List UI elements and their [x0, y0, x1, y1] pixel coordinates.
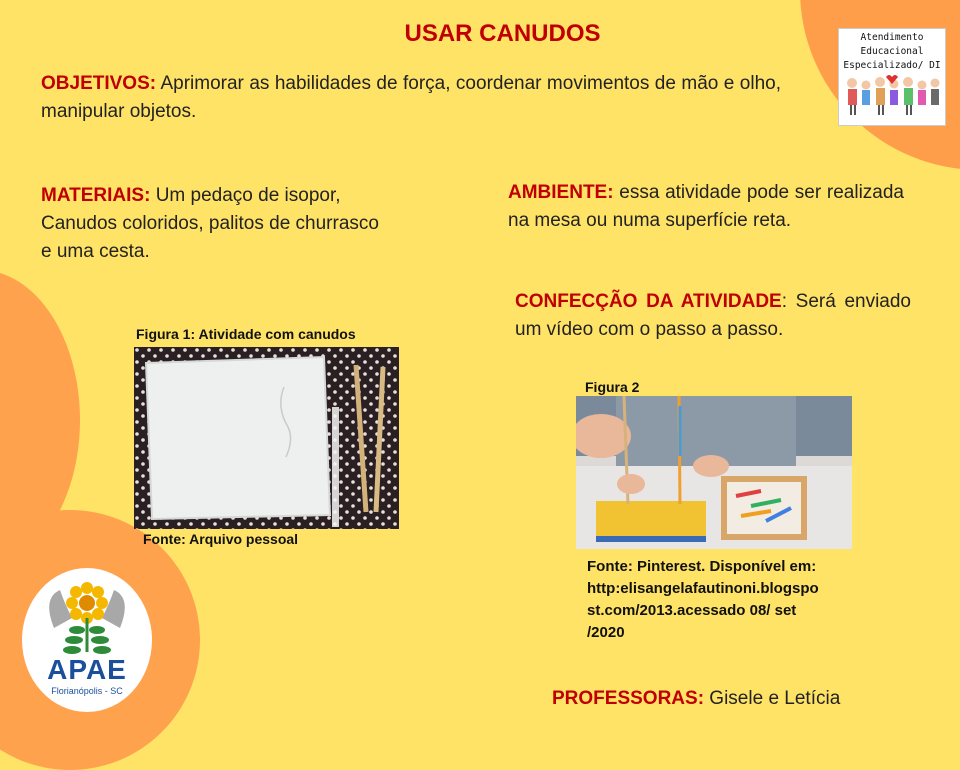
badge-line-2: Educacional [860, 46, 924, 57]
professoras-body: Gisele e Letícia [704, 688, 841, 709]
objetivos-body: Aprimorar as habilidades de força, coordenar movimentos de mão e olho, manipular objetos. [41, 73, 781, 122]
professoras-label: PROFESSORAS: [552, 688, 705, 709]
materiais-body: Um pedaço de isopor, Canudos coloridos, palitos de churrasco e uma cesta. [41, 185, 379, 262]
figura1-caption: Figura 1: Atividade com canudos [136, 326, 356, 342]
figura2-caption: Figura 2 [585, 379, 640, 395]
aee-badge [838, 28, 946, 126]
apae-city: Florianópolis - SC [51, 686, 123, 696]
materiais-label: MATERIAIS: [41, 185, 151, 206]
figura2-source [587, 556, 819, 644]
figura2-source-line-1: Fonte: Pinterest. Disponível em: [587, 558, 817, 575]
children-illustration [842, 73, 942, 119]
objetivos-label: OBJETIVOS: [41, 73, 157, 94]
apae-name: APAE [47, 654, 127, 685]
confeccao-text [515, 288, 911, 344]
ambiente-text [508, 179, 904, 235]
confeccao-colon: : [781, 291, 788, 312]
professoras-text [552, 685, 932, 713]
figura2-photo [576, 396, 852, 549]
badge-line-1: Atendimento [860, 32, 924, 43]
figura1-photo [134, 347, 399, 529]
figura2-source-line-3: st.com/2013.acessado 08/ set [587, 602, 797, 619]
figura1-source: Fonte: Arquivo pessoal [143, 531, 299, 547]
figura2-source-line-4: /2020 [587, 624, 625, 641]
confeccao-label: CONFECÇÃO DA ATIVIDADE [515, 291, 782, 312]
confeccao-body: Será enviado um vídeo com o passo a passo. [515, 291, 911, 340]
ambiente-body: essa atividade pode ser realizada na mesa ou numa superfície reta. [508, 182, 904, 231]
materiais-text [41, 182, 391, 266]
badge-line-3: Especializado/ DI [843, 60, 941, 71]
page-title: USAR CANUDOS [404, 20, 601, 47]
apae-logo [22, 568, 152, 712]
objetivos-text [41, 70, 781, 126]
figura2-source-line-2: http:elisangelafautinoni.blogspo [587, 580, 819, 597]
ambiente-label: AMBIENTE: [508, 182, 614, 203]
